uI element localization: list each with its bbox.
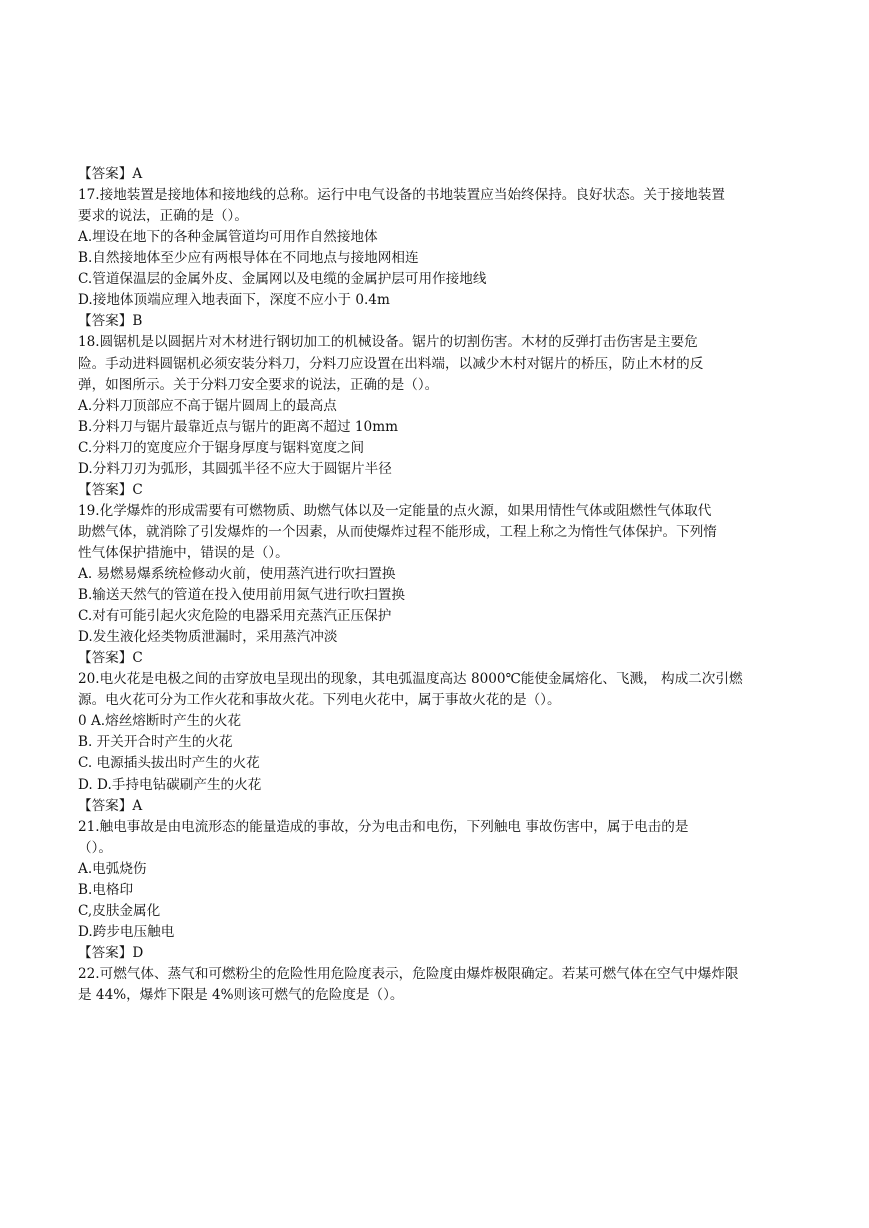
text-line: 险。手动进料圆锯机必须安装分料刀，分料刀应设置在出料端，以减少木村对锯片的桥压，防止木材的反 bbox=[78, 355, 704, 372]
text-line: 【答案】A bbox=[78, 797, 143, 814]
text-line: D.跨步电压触电 bbox=[78, 923, 175, 940]
text-line: C.管道保温层的金属外皮、金属网以及电缆的金属护层可用作接地线 bbox=[78, 271, 487, 288]
text-line: C. 电源插头拔出时产生的火花 bbox=[78, 755, 260, 772]
text-line: 19.化学爆炸的形成需要有可燃物质、助燃气体以及一定能量的点火源，如果用情性气体或阻燃性气体取代 bbox=[78, 502, 712, 519]
text-line: B.分料刀与锯片最靠近点与锯片的距离不超过 10mm bbox=[78, 418, 398, 435]
text-line: B.输送天然气的管道在投入使用前用氮气进行吹扫置换 bbox=[78, 587, 405, 603]
text-line: 【答案】D bbox=[78, 944, 144, 961]
text-line: 21.触电事故是由电流形态的能量造成的事故，分为电击和电伤，下列触电 事故伤害中，属于电击的是 bbox=[78, 818, 689, 835]
text-line: D.分料刀刃为弧形，其圆弧半径不应大于圆锯片半径 bbox=[78, 460, 392, 477]
text-line: 性气体保护措施中，错误的是（）。 bbox=[78, 544, 289, 561]
text-line: 要求的说法，正确的是（）。 bbox=[78, 208, 248, 225]
text-line: 20.电火花是电极之间的击穿放电呈现出的现象，其电弧温度高达 8000℃能使金属熔化、飞溅， 构成二次引燃 bbox=[78, 671, 743, 688]
text-line: C,皮肤金属化 bbox=[78, 902, 161, 919]
text-line: 源。电火花可分为工作火花和事故火花。下列电火花中，属于事故火花的是（）。 bbox=[78, 692, 561, 709]
text-line: A.分料刀顶部应不高于锯片圆周上的最高点 bbox=[78, 397, 337, 414]
text-line: C.对有可能引起火灾危险的电器采用充蒸汽正压保护 bbox=[78, 608, 392, 624]
text-line: D. D.手持电钻碳刷产生的火花 bbox=[78, 776, 262, 793]
text-line: 助燃气体，就消除了引发爆炸的一个因素，从而使爆炸过程不能形成，工程上称之为惰性气体保护。下列惰 bbox=[78, 523, 717, 540]
text-line: （）。 bbox=[78, 839, 112, 856]
text-line: 【答案】B bbox=[78, 313, 143, 330]
text-line: 17.接地装置是接地体和接地线的总称。运行中电气设备的书地装置应当始终保持。良好状态。关于接地装置 bbox=[78, 187, 725, 204]
text-line: C.分料刀的宽度应介于锯身厚度与锯料宽度之间 bbox=[78, 439, 365, 456]
text-line: 【答案】A bbox=[78, 166, 143, 182]
text-line: B.电格印 bbox=[78, 881, 134, 898]
text-line: B. 开关开合时产生的火花 bbox=[78, 734, 233, 751]
text-line: 【答案】C bbox=[78, 481, 143, 498]
text-line: B.自然接地体至少应有两根导体在不同地点与接地网相连 bbox=[78, 250, 419, 267]
text-line: 弹，如图所示。关于分料刀安全要求的说法，正确的是（）。 bbox=[78, 376, 439, 393]
text-line: A. 易燃易爆系统检修动火前，使用蒸汽进行吹扫置换 bbox=[78, 566, 396, 582]
text-line: 是 44%，爆炸下限是 4%则该可燃气的危险度是（）。 bbox=[78, 987, 404, 1003]
text-line: A.电弧烧伤 bbox=[78, 860, 147, 877]
text-line: 18.圆锯机是以圆据片对木材进行钢切加工的机械设备。锯片的切割伤害。木材的反弹打击伤害是主要危 bbox=[78, 334, 698, 351]
text-line: D.发生液化烃类物质泄漏时，采用蒸汽冲淡 bbox=[78, 629, 338, 646]
text-line: 0 A.熔丝熔断时产生的火花 bbox=[78, 713, 242, 730]
text-line: A.埋设在地下的各种金属管道均可用作自然接地体 bbox=[78, 229, 378, 246]
text-line: D.接地体顶端应理入地表面下，深度不应小于 0.4m bbox=[78, 292, 390, 309]
text-line: 【答案】C bbox=[78, 650, 143, 667]
text-line: 22.可燃气体、蒸气和可燃粉尘的危险性用危险度表示，危险度由爆炸极限确定。若某可燃气体在空气中爆炸限 bbox=[78, 965, 739, 982]
